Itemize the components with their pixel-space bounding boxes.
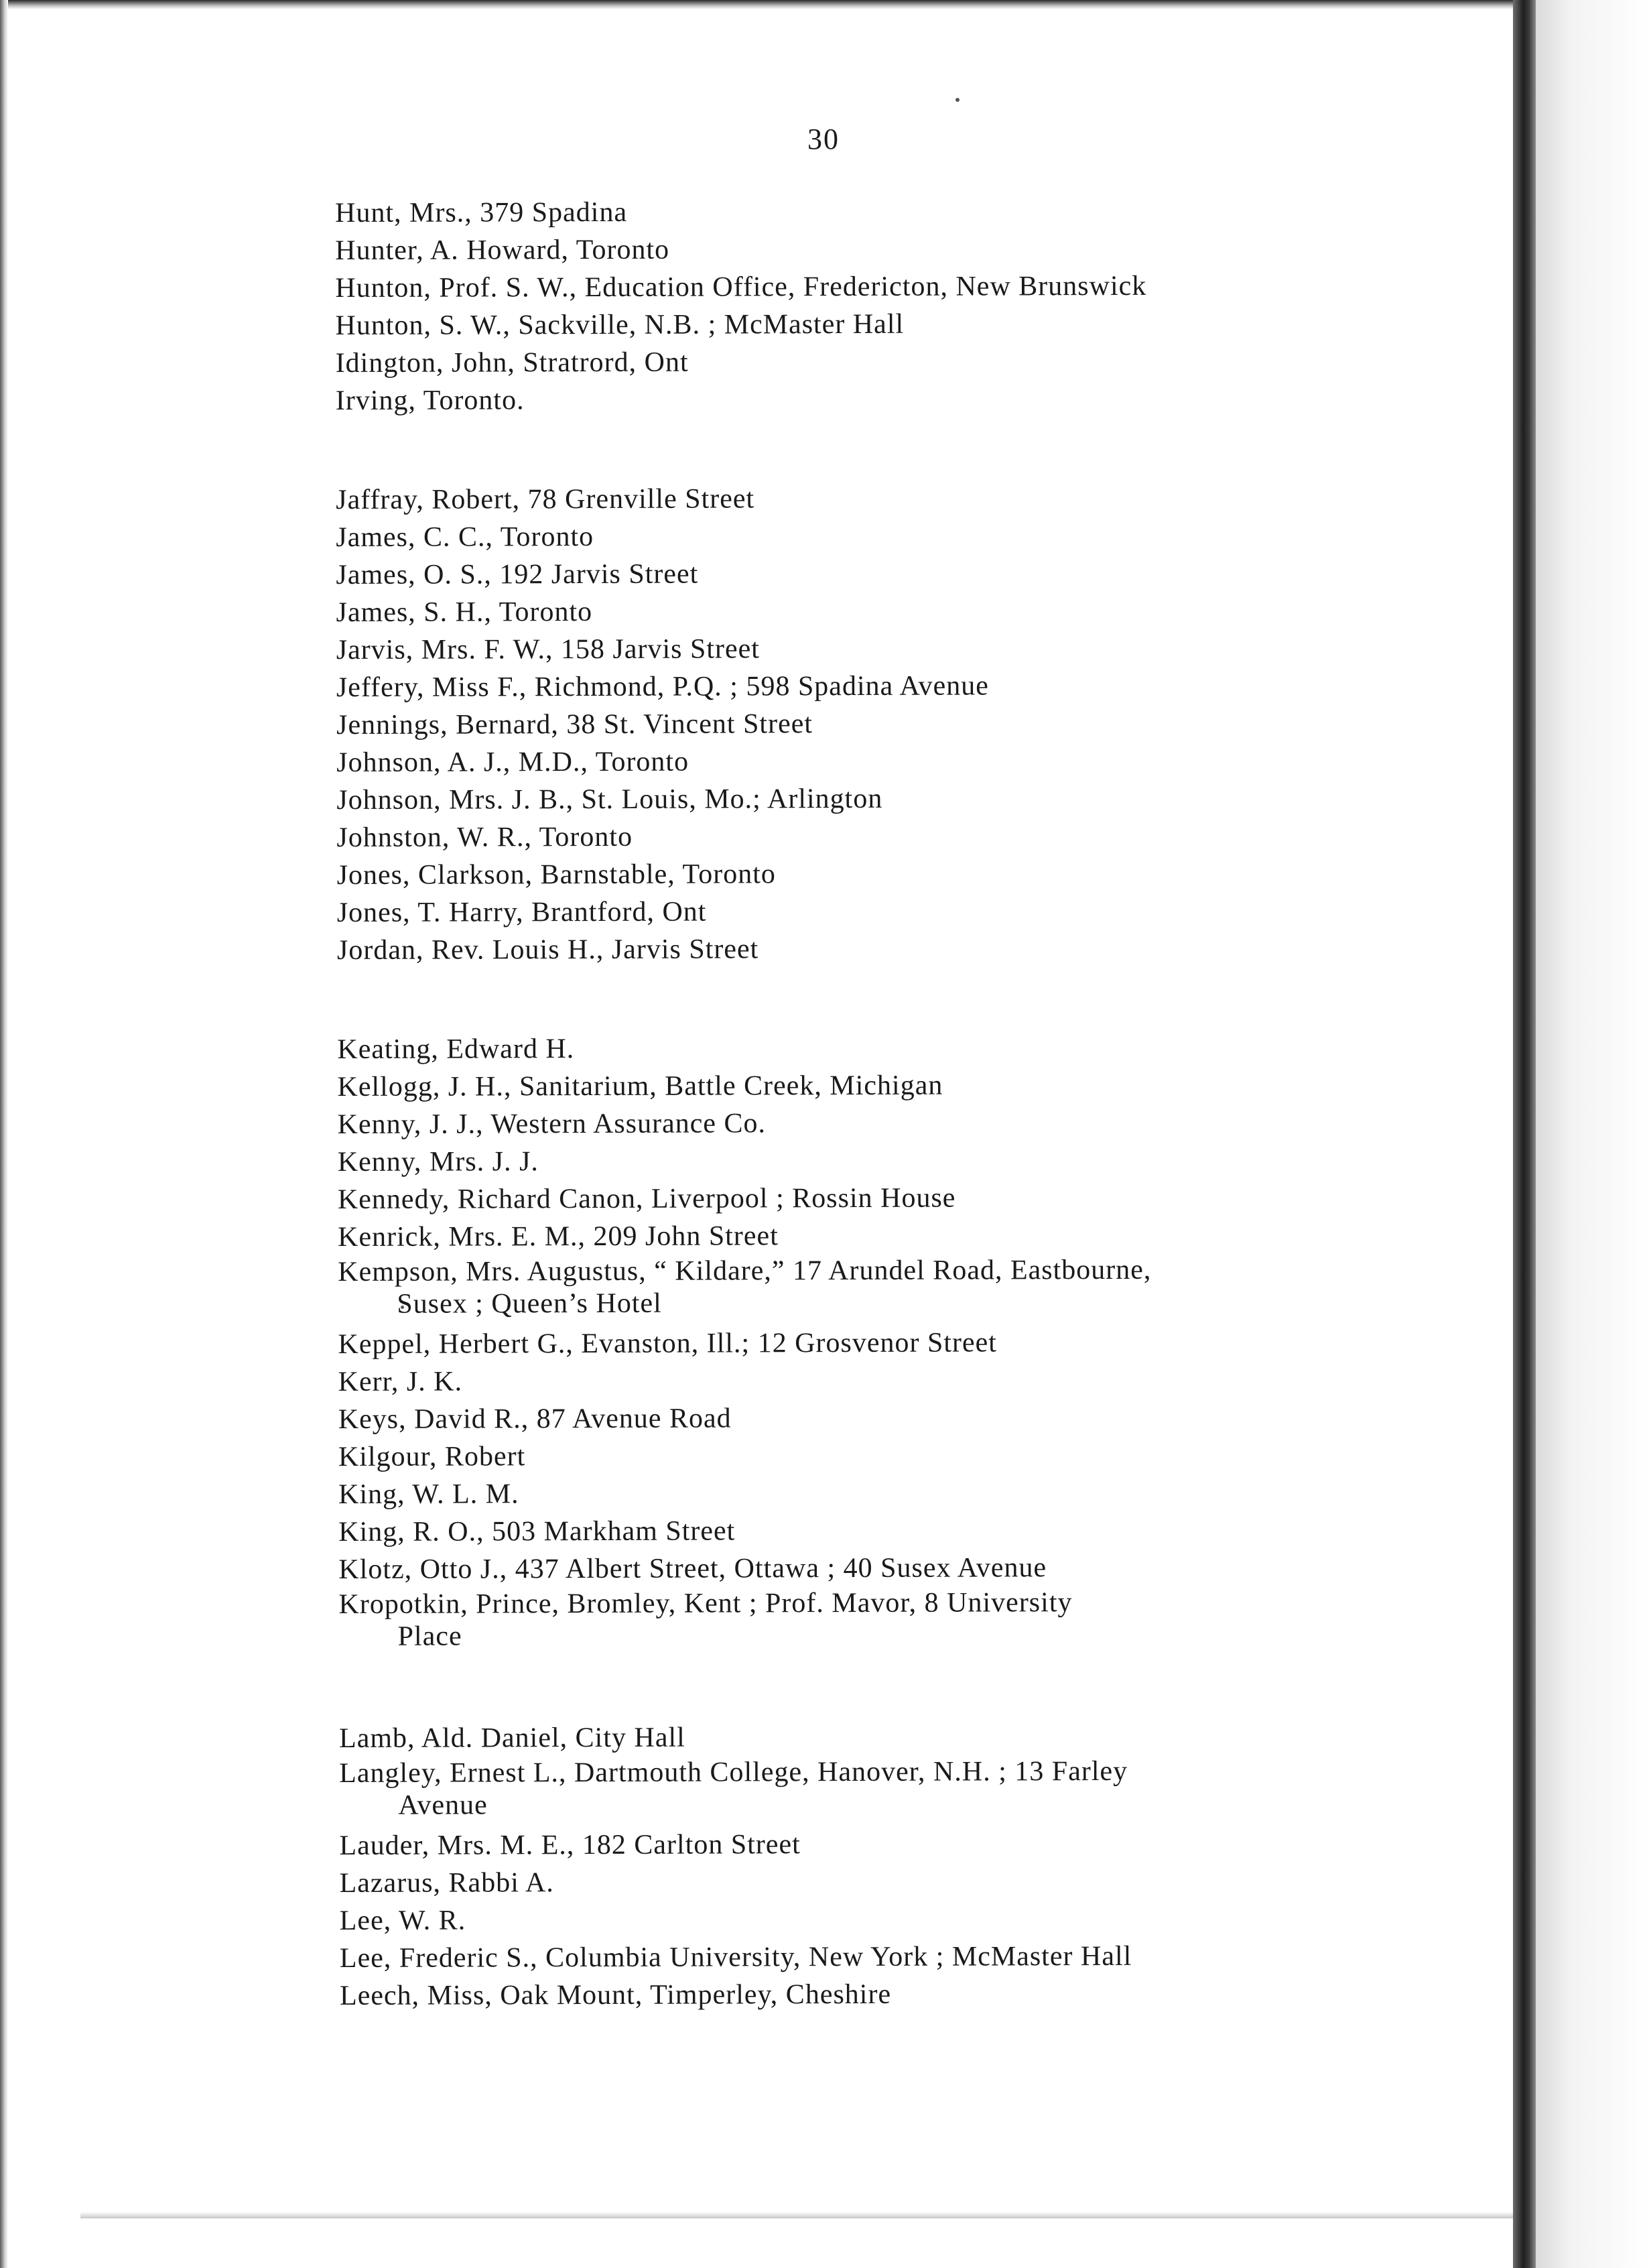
list-item: King, R. O., 503 Markham Street	[338, 1515, 736, 1548]
list-item-multiline	[338, 1586, 1343, 1653]
list-item: Jordan, Rev. Louis H., Jarvis Street	[336, 934, 759, 966]
list-item: Johnson, A. J., M.D., Toronto	[336, 746, 689, 778]
list-item: Kerr, J. K.	[338, 1366, 463, 1397]
list-item: Keppel, Herbert G., Evanston, Ill.; 12 Grosvenor Street	[338, 1327, 997, 1360]
list-item: Jennings, Bernard, 38 St. Vincent Street	[336, 708, 813, 741]
list-item: Johnston, W. R., Toronto	[336, 821, 633, 853]
list-item-multiline	[339, 1755, 1344, 1822]
section-spacer	[337, 966, 1342, 1031]
section-l	[339, 1717, 1345, 2015]
entry-continuation: Avenue	[398, 1789, 488, 1821]
list-item: Johnson, Mrs. J. B., St. Louis, Mo.; Arlington	[336, 783, 883, 816]
list-item: Jeffery, Miss F., Richmond, P.Q. ; 598 Spadina Avenue	[336, 670, 989, 703]
list-item: Kenrick, Mrs. E. M., 209 John Street	[338, 1220, 779, 1253]
page-edge-top	[0, 0, 1651, 9]
list-item: Kenny, Mrs. J. J.	[337, 1146, 539, 1178]
list-item: Jones, T. Harry, Brantford, Ont	[336, 896, 707, 928]
list-item: Hunton, S. W., Sackville, N.B. ; McMaster Hall	[335, 308, 905, 341]
list-item: Leech, Miss, Oak Mount, Timperley, Cheshire	[339, 1978, 892, 2011]
list-item: King, W. L. M.	[338, 1478, 519, 1510]
list-item: Jaffray, Robert, 78 Grenville Street	[336, 483, 755, 515]
entry-first-line: Langley, Ernest L., Dartmouth College, Hanover, N.H. ; 13 Farley	[339, 1755, 1128, 1789]
list-item: Kennedy, Richard Canon, Liverpool ; Rossin House	[337, 1182, 956, 1215]
list-item: James, S. H., Toronto	[336, 596, 593, 628]
list-item: Lauder, Mrs. M. E., 182 Carlton Street	[339, 1829, 801, 1861]
list-item: Lamb, Ald. Daniel, City Hall	[338, 1722, 685, 1754]
list-item: Hunton, Prof. S. W., Education Office, Fredericton, New Brunswick	[335, 270, 1147, 304]
list-item: Keys, David R., 87 Avenue Road	[338, 1403, 732, 1435]
list-item: Lazarus, Rabbi A.	[339, 1867, 554, 1899]
book-gutter	[1513, 0, 1536, 2268]
list-item: Kenny, J. J., Western Assurance Co.	[337, 1108, 767, 1140]
list-item: Kilgour, Robert	[338, 1441, 526, 1472]
list-item: Lee, W. R.	[339, 1905, 466, 1936]
entry-first-line: Kropotkin, Prince, Bromley, Kent ; Prof. Mavor, 8 University	[338, 1587, 1073, 1620]
entry-continuation: Place	[397, 1621, 462, 1652]
list-item: Klotz, Otto J., 437 Albert Street, Ottawa ; 40 Susex Avenue	[338, 1552, 1047, 1585]
list-item: Hunt, Mrs., 379 Spadina	[335, 196, 628, 229]
page-edge-bottom	[80, 2212, 1514, 2218]
section-j	[336, 479, 1342, 969]
entry-continuation: Susex ; Queen’s Hotel	[397, 1287, 662, 1320]
section-k	[337, 1028, 1343, 1653]
list-item: Jarvis, Mrs. F. W., 158 Jarvis Street	[336, 633, 760, 666]
section-spacer	[339, 1655, 1344, 1720]
list-item: Idington, John, Stratrord, Ont	[335, 346, 689, 379]
list-item: Kellogg, J. H., Sanitarium, Battle Creek, Michigan	[337, 1070, 943, 1102]
section-h	[335, 192, 1341, 420]
list-item: James, C. C., Toronto	[336, 521, 594, 553]
section-spacer	[336, 417, 1341, 481]
list-item: James, O. S., 192 Jarvis Street	[336, 558, 699, 590]
list-item: Keating, Edward H.	[337, 1033, 575, 1065]
ink-speck	[955, 98, 960, 102]
page-edge-left	[0, 0, 8, 2268]
list-item-multiline	[338, 1253, 1343, 1320]
facing-page-edge	[1536, 0, 1651, 2268]
list-item: Irving, Toronto.	[335, 385, 525, 416]
list-item: Lee, Frederic S., Columbia University, New York ; McMaster Hall	[339, 1940, 1132, 1974]
page-number: 30	[807, 123, 840, 155]
list-item: Hunter, A. Howard, Toronto	[335, 234, 670, 266]
list-item: Jones, Clarkson, Barnstable, Toronto	[336, 859, 776, 891]
entry-first-line: Kempson, Mrs. Augustus, “ Kildare,” 17 Arundel Road, Eastbourne,	[338, 1254, 1152, 1287]
directory-listing	[335, 192, 1345, 2015]
